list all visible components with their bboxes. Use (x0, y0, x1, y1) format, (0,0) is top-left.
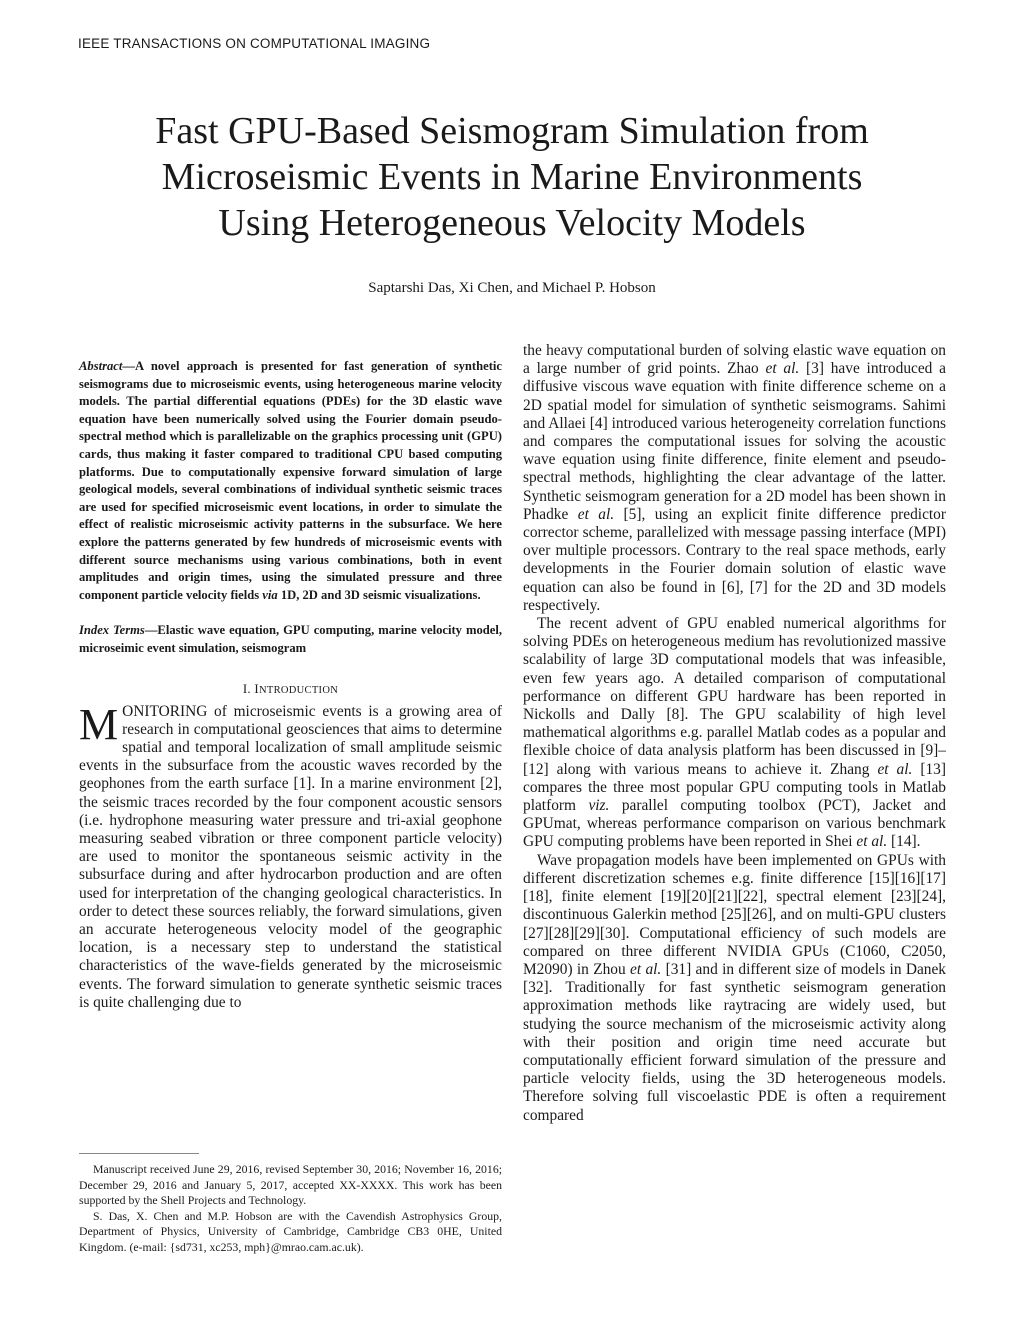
section-first-letter: I (254, 681, 259, 696)
title-line: Using Heterogeneous Velocity Models (218, 202, 806, 244)
footnotes (79, 1162, 502, 1256)
etal: et al. (630, 960, 662, 978)
text-run: the heavy computational burden of solving elastic wave equation on a large number of grid points. Zhao (523, 342, 946, 378)
title-line: Fast GPU-Based Seismogram Simulation from (155, 110, 869, 152)
body-paragraph-1 (523, 342, 946, 615)
abstract (79, 358, 502, 604)
paper-title (60, 108, 964, 246)
title-line: Microseismic Events in Marine Environments (161, 156, 863, 198)
right-column (523, 342, 946, 1125)
section-numeral: I. (242, 681, 251, 696)
etal: et al. (765, 360, 800, 378)
author-list: Saptarshi Das, Xi Chen, and Michael P. Hobson (368, 280, 656, 296)
body-paragraph-2 (523, 615, 946, 852)
abstract-text-end: 1D, 2D and 3D seismic visualizations. (277, 587, 481, 602)
text-run: parallel computing toolbox (PCT), Jacket and GPUmat, whereas performance comparison on various benchmark GPU computing problems have been reported in Shei (523, 797, 947, 851)
intro-text: of microseismic events is a growing area of research in computational geosciences that aims to determine spatial and temporal localization of small amplitude seismic events in the subsurface from the acoustic waves recorded by the geophones from the earth surface [1]. In a marine environment [2], the seismic traces recorded by the four component acoustic sensors (i.e. hydrophone measuring water pressure and tri-axial geophone measuring seabed vibration or three component particle velocity) are used to monitor the spontaneous seismic activity in the subsurface during and after hydrocarbon production and are often used for interpretation of the changing geological characteristics. In order to detect these sources reliably, the forward simulations, given an accurate heterogeneous velocity model of the geographic location, is a necessary step to understand the statistical characteristics of the wave-fields generated by the microseismic events. The forward simulation to generate synthetic seismic traces is quite challenging due to (79, 702, 502, 1011)
index-terms-label: Index Terms (79, 623, 145, 638)
footnote-received: Manuscript received June 29, 2016, revised September 30, 2016; November 16, 2016; December 29, 2016 and January 5, 2017, accepted XX-XXXX. This work has been supported by the Shell Projects and Technology. (79, 1162, 502, 1208)
footnote-rule (79, 1153, 199, 1154)
abstract-via: via (262, 587, 278, 602)
abstract-dash: — (122, 359, 135, 373)
text-run: [3] have introduced a diffusive viscous wave equation with finite difference scheme on a 2D spatial model for simulation of synthetic seismograms. Sahimi and Allaei [4] introduced various heterogeneity correlation functions and compares the computational issues for solving the acoustic wave equation using finite difference, finite element and pseudo-spectral methods, highlighting the clear advantage of the latter. Synthetic seismogram generation for a 2D model has been shown in Phadke (523, 360, 946, 523)
section-rest: NTRODUCTION (258, 684, 339, 696)
etal: et al. (877, 760, 913, 778)
abstract-label: Abstract (79, 359, 123, 373)
text-run: [5], using an explicit finite difference predictor corrector scheme, parallelized with message passing interface (MPI) over multiple processors. Contrary to the real space methods, early developments in the Fourier domain solution of elastic wave equation can also be found in [6], [7] for the 2D and 3D models respectively. (523, 505, 946, 614)
text-run: Wave propagation models have been implemented on GPUs with different discretization schemes e.g. finite difference [15][16][17][18], finite element [19][20][21][22], spectral element [23][24], discontinuous Galerkin method [25][26], and on multi-GPU clusters [27][28][29][30]. Computational efficiency of such models are compared on three different NVIDIA GPUs (C1060, C2050, M2090) in Zhou (523, 851, 946, 978)
etal: et al. (577, 505, 615, 523)
left-column (79, 340, 502, 1012)
index-terms-text: Elastic wave equation, GPU computing, marine velocity model, microseimic event simulation, seismogram (79, 623, 503, 655)
lead-word: ONITORING (122, 702, 208, 720)
text-run: The recent advent of GPU enabled numerical algorithms for solving PDEs on heterogeneous medium has revolutionized massive scalability of large 3D computational models that was infeasible, even few years ago. A detailed comparison of computational performance on different GPU hardware has been reported in Nickolls and Dally [8]. The GPU scalability of high level mathematical algorithms e.g. parallel Matlab codes as a popular and flexible choice of data analysis platform has been discussed in [9]–[12] along with various means to achieve it. Zhang (523, 615, 946, 778)
text-run: [14]. (887, 833, 921, 851)
etal: et al. (856, 833, 888, 851)
index-terms (79, 622, 502, 657)
text-run: [31] and in different size of models in Danek [32]. Traditionally for fast synthetic seismogram generation approximation methods like raytracing are widely used, but studying the source mechanism of the microseismic activity along with their position and origin time need accurate but computationally efficient forward simulation of the pressure and particle velocity fields, using the 3D heterogeneous models. Therefore solving full viscoelastic PDE is often a requirement compared (523, 960, 947, 1124)
text-run: [13] compares the three most popular GPU computing tools in Matlab platform (523, 760, 946, 815)
intro-paragraph (79, 699, 502, 1012)
footnote-affiliation: S. Das, X. Chen and M.P. Hobson are with the Cavendish Astrophysics Group, Department of Physics, University of Cambridge, Cambridge CB3 0HE, United Kingdom. (e-mail: {sd731, xc253, mph}@mrao.cam.ac.uk). (79, 1208, 502, 1254)
abstract-text: A novel approach is presented for fast generation of synthetic seismograms due to microseismic events, using heterogeneous marine velocity models. The partial differential equations (PDEs) for the 3D elastic wave equation have been numerically solved using the Fourier domain pseudo-spectral method which is parallelizable on the graphics processing unit (GPU) cards, thus making it faster compared to traditional CPU based computing platforms. Due to computationally expensive forward simulation of large geological models, several combinations of individual synthetic seismic traces are used for specified microseismic event locations, in order to simulate the effect of realistic microseismic activity patterns in the subsurface. We here explore the patterns generated by few hundreds of microseismic events with different source mechanisms using various combinations, both in event amplitudes and origin times, using the simulated pressure and three component particle velocity fields (79, 359, 502, 602)
viz: viz. (588, 797, 610, 815)
body-paragraph-3 (523, 852, 946, 1125)
index-terms-dash: — (144, 623, 158, 638)
drop-cap: M (79, 699, 119, 749)
section-heading (79, 682, 502, 697)
running-head: IEEE TRANSACTIONS ON COMPUTATIONAL IMAGING (78, 36, 431, 51)
